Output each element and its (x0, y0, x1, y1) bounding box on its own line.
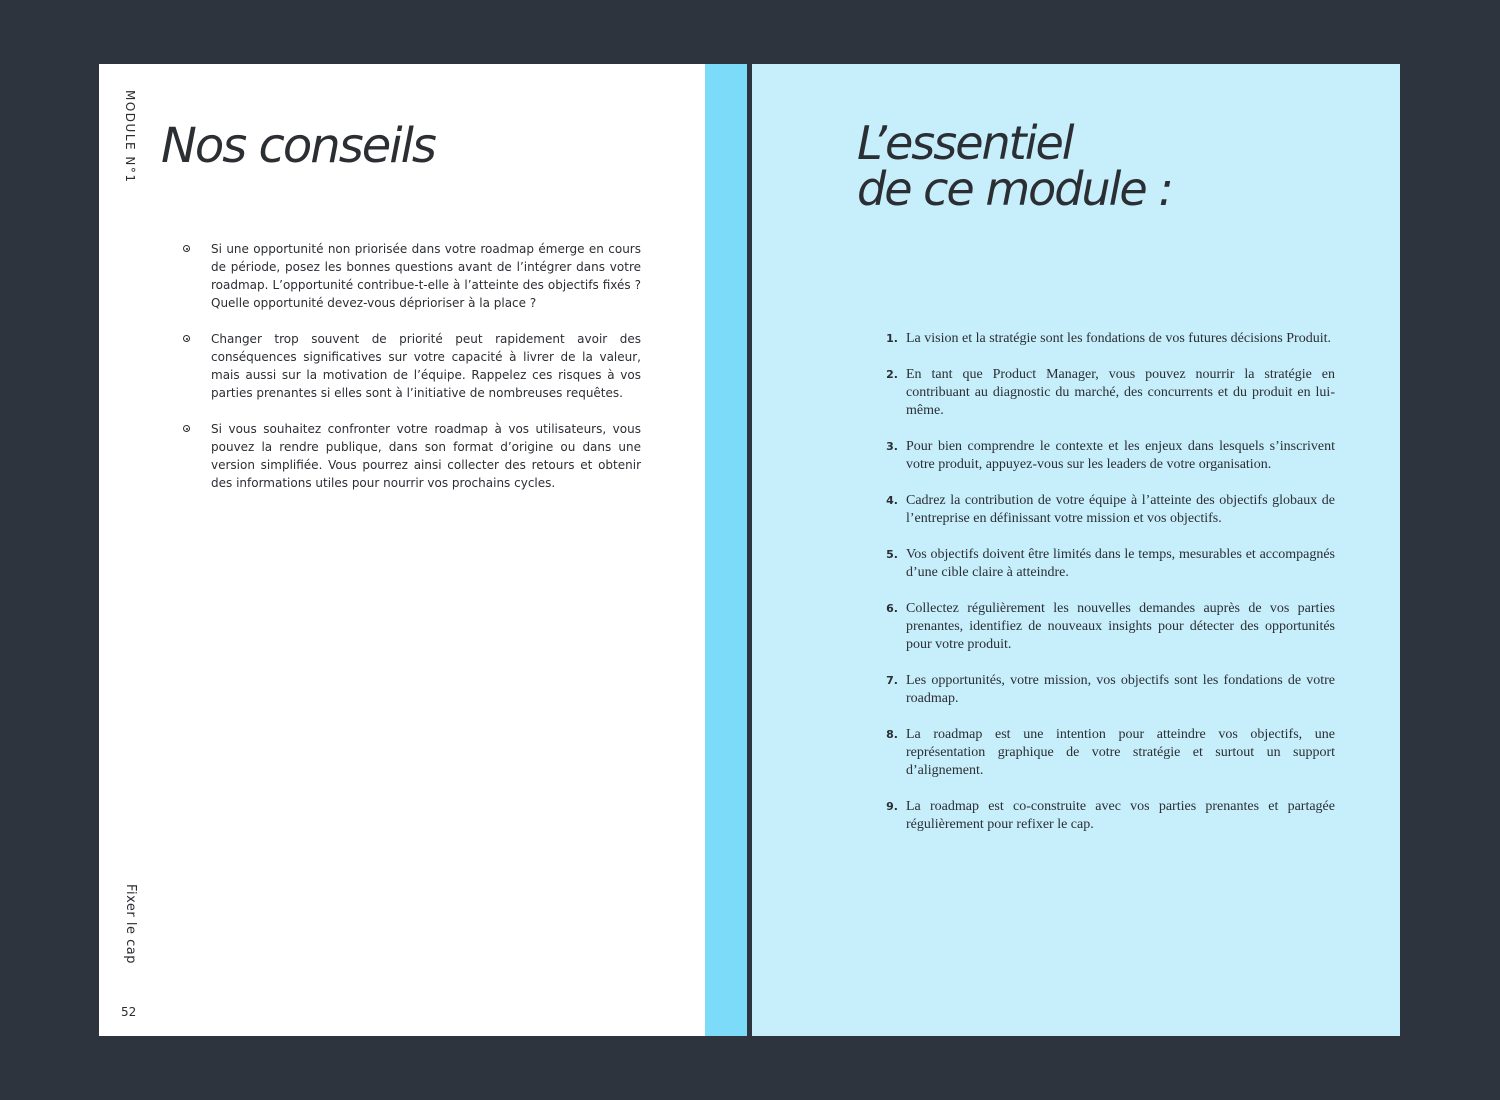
item-number: 4. (886, 494, 898, 507)
essential-item (872, 330, 1335, 348)
essential-item (872, 546, 1335, 582)
item-text: Collectez régulièrement les nouvelles demandes auprès de vos parties prenantes, identifiez de nouveaux insights pour détecter des opportunités pour votre produit. (906, 601, 1335, 652)
essential-item (872, 438, 1335, 474)
page-number: 52 (121, 1005, 137, 1019)
essential-item (872, 726, 1335, 780)
essential-item (872, 492, 1335, 528)
tip-item (183, 240, 641, 312)
circle-bullet-icon (183, 335, 190, 342)
tip-text: Si vous souhaitez confronter votre roadmap à vos utilisateurs, vous pouvez la rendre publique, dans son format d’origine ou dans une version simplifiée. Vous pourrez ainsi collecter des retours et obtenir des informations utiles pour nourrir vos prochains cycles. (211, 422, 641, 490)
item-number: 9. (886, 800, 898, 813)
essential-item (872, 798, 1335, 834)
essential-item (872, 600, 1335, 654)
tips-list (183, 240, 641, 510)
item-text: En tant que Product Manager, vous pouvez nourrir la stratégie en contribuant au diagnostic du marché, des concurrents et du produit en lui-même. (906, 367, 1335, 418)
book-spread (99, 64, 1400, 1036)
item-text: Pour bien comprendre le contexte et les enjeux dans lesquels s’inscrivent votre produit, appuyez-vous sur les leaders de votre organisation. (906, 439, 1335, 472)
running-foot: Fixer le cap (123, 884, 138, 965)
item-number: 8. (886, 728, 898, 741)
circle-bullet-icon (183, 425, 190, 432)
page-title-essentiel (857, 116, 1172, 216)
running-head: MODULE N°1 (123, 90, 137, 184)
title-line-2: de ce module : (857, 162, 1172, 216)
tip-item (183, 420, 641, 492)
item-text: La roadmap est co-construite avec vos parties prenantes et partagée régulièrement pour refixer le cap. (906, 799, 1335, 832)
item-text: Cadrez la contribution de votre équipe à l’atteinte des objectifs globaux de l’entreprise en définissant votre mission et vos objectifs. (906, 493, 1335, 526)
left-page (99, 64, 705, 1036)
essentials-list (872, 330, 1435, 852)
item-number: 6. (886, 602, 898, 615)
color-strip (705, 64, 747, 1036)
item-text: Vos objectifs doivent être limités dans le temps, mesurables et accompagnés d’une cible claire à atteindre. (906, 547, 1335, 580)
item-number: 5. (886, 548, 898, 561)
item-text: La vision et la stratégie sont les fondations de vos futures décisions Produit. (906, 331, 1331, 346)
item-text: La roadmap est une intention pour atteindre vos objectifs, une représentation graphique de votre stratégie et surtout un support d’alignement. (906, 727, 1335, 778)
item-number: 7. (886, 674, 898, 687)
item-number: 1. (886, 332, 898, 345)
title-line-1: L’essentiel (857, 116, 1073, 170)
page-title-nos-conseils: Nos conseils (161, 118, 435, 174)
tip-text: Changer trop souvent de priorité peut rapidement avoir des conséquences significatives sur votre capacité à livrer de la valeur, mais aussi sur la motivation de l’équipe. Rappelez ces risques à vos parties prenantes si elles sont à l’initiative de nombreuses requêtes. (211, 332, 641, 400)
item-number: 3. (886, 440, 898, 453)
right-page (752, 64, 1400, 1036)
tip-item (183, 330, 641, 402)
item-text: Les opportunités, votre mission, vos objectifs sont les fondations de votre roadmap. (906, 673, 1335, 706)
essential-item (872, 366, 1335, 420)
circle-bullet-icon (183, 245, 190, 252)
tip-text: Si une opportunité non priorisée dans votre roadmap émerge en cours de période, posez les bonnes questions avant de l’intégrer dans votre roadmap. L’opportunité contribue-t-elle à l’atteinte des objectifs fixés ? Quelle opportunité devez-vous déprioriser à la place ? (211, 242, 641, 310)
item-number: 2. (886, 368, 898, 381)
essential-item (872, 672, 1335, 708)
